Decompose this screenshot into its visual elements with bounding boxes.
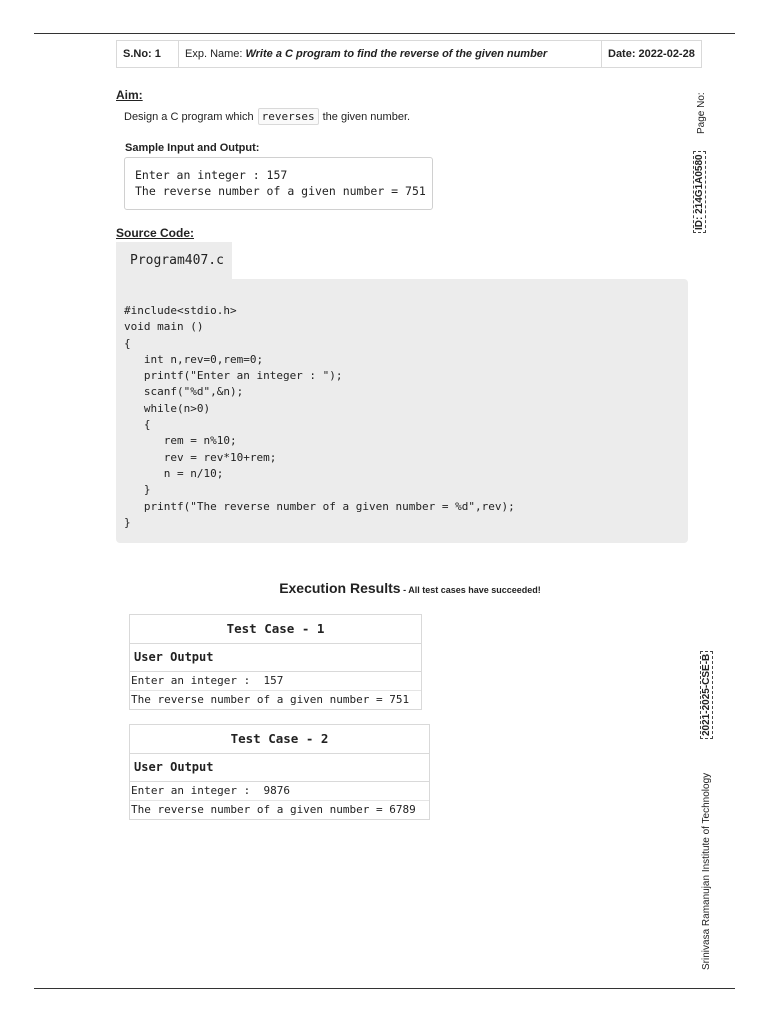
code-block: #include<stdio.h> void main () { int n,rev=0,rem=0; printf("Enter an integer : "); scanf("%d",&n); while(n>0) { rem = n%10; rev = rev*10+rem; n = n/10; } printf("The reverse number of a given number = %d",rev); } [116,279,688,543]
experiment-name-cell [179,41,602,67]
output-line: The reverse number of a given number = 751 [131,693,410,706]
aim-text-before: Design a C program which [124,110,254,123]
test-case-title: Test Case - 2 [130,725,429,754]
experiment-name: Write a C program to find the reverse of the given number [245,48,548,60]
aim-text [124,108,410,125]
experiment-label: Exp. Name: [185,48,243,60]
aim-heading: Aim: [116,88,143,102]
experiment-header [116,40,702,68]
institute-name: Srinivasa Ramanujan Institute of Technology [701,772,712,970]
sample-io-box: Enter an integer : 157 The reverse number of a given number = 751 [124,157,433,210]
execution-results-heading [0,580,768,598]
output-line: Enter an integer : 157 [130,672,421,691]
output-line: The reverse number of a given number = 6789 [131,803,416,816]
student-id: ID: 214G1A0580 [693,151,706,233]
test-case-table [129,724,430,820]
source-code-heading: Source Code: [116,226,195,240]
output-line: Enter an integer : 9876 [130,782,429,801]
execution-subtitle: - All test cases have succeeded! [400,585,541,595]
user-output-label: User Output [130,644,421,672]
page-number-label: Page No: [696,92,707,134]
top-rule [34,33,735,34]
experiment-date: Date: 2022-02-28 [608,48,695,60]
test-case-table [129,614,422,710]
aim-keyword: reverses [258,108,319,125]
file-tab[interactable]: Program407.c [116,242,232,279]
serial-number: S.No: 1 [117,41,179,67]
batch-label: 2021-2025-CSE-B [700,651,713,739]
bottom-rule [34,988,735,989]
user-output-label: User Output [130,754,429,782]
execution-title: Execution Results [279,580,401,596]
sample-io-heading: Sample Input and Output: [125,142,260,154]
test-case-title: Test Case - 1 [130,615,421,644]
aim-text-after: the given number. [322,110,411,123]
